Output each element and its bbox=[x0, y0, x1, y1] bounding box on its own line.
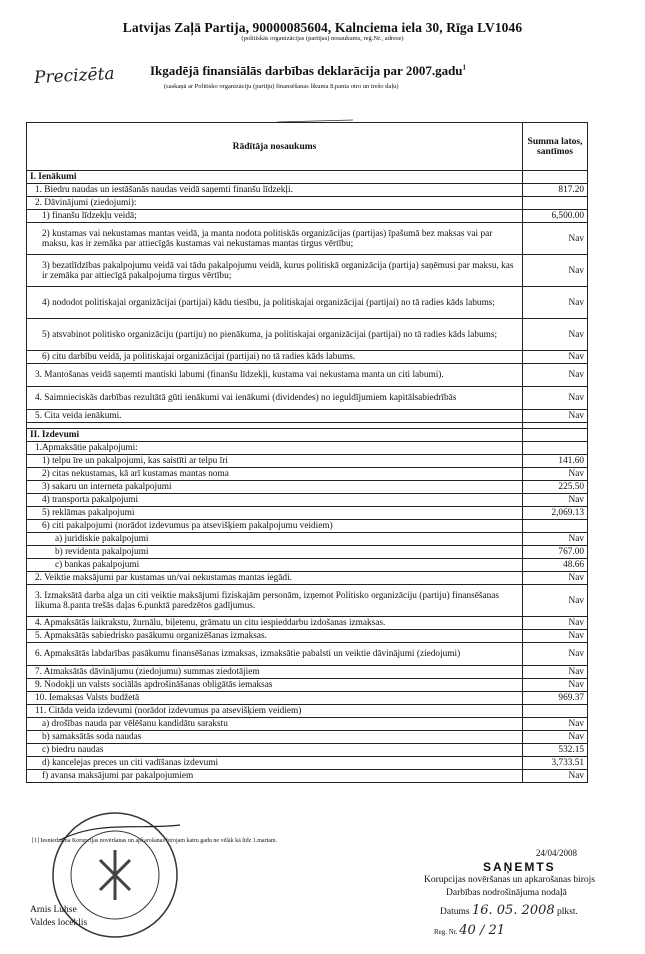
expense-item-amount bbox=[523, 520, 588, 533]
organization-line: Latvijas Zaļā Partija, 90000085604, Kalnciema iela 30, Rīga LV1046 bbox=[122, 20, 523, 35]
received-office: Korupcijas novēršanas un apkarošanas birojs bbox=[424, 875, 595, 885]
expense-item-amount: 225.50 bbox=[523, 481, 588, 494]
expense-item-amount bbox=[523, 442, 588, 455]
table-row bbox=[27, 757, 588, 770]
expense-item-label: 2) citas nekustamas, kā arī kustamas mantas noma bbox=[27, 468, 523, 481]
income-item-label: 5. Cita veida ienākumi. bbox=[27, 410, 523, 423]
table-row bbox=[27, 520, 588, 533]
declaration-subtitle: (saskaņā ar Politisko organizāciju (partiju) finansēšanas likuma 8.panta otro un trešo daļu) bbox=[164, 83, 399, 90]
income-item-amount: Nav bbox=[523, 364, 588, 387]
table-row bbox=[27, 255, 588, 287]
date-label: Datums bbox=[440, 907, 470, 917]
income-section-header-value bbox=[523, 171, 588, 184]
expense-item-amount: Nav bbox=[523, 666, 588, 679]
income-item-amount: Nav bbox=[523, 287, 588, 319]
income-item-label: 1) finanšu līdzekļu veidā; bbox=[27, 210, 523, 223]
document-header bbox=[0, 20, 645, 42]
expense-item-amount: 141.60 bbox=[523, 455, 588, 468]
handwritten-reg-number: 40 / 21 bbox=[459, 923, 506, 938]
table-row bbox=[27, 481, 588, 494]
handwritten-date: 16. 05. 2008 bbox=[471, 903, 555, 918]
expense-item-amount: Nav bbox=[523, 494, 588, 507]
expense-item-label: d) kancelejas preces un citi vadīšanas izdevumi bbox=[27, 757, 523, 770]
income-item-amount: Nav bbox=[523, 223, 588, 255]
expense-section-header-label: II. Izdevumi bbox=[27, 429, 523, 442]
table-row bbox=[27, 643, 588, 666]
income-item-label: 6) citu darbību veidā, ja politiskajai organizācijai (partijai) no tā radies kāds labums. bbox=[27, 351, 523, 364]
table-row bbox=[27, 351, 588, 364]
income-item-label: 2. Dāvinājumi (ziedojumi): bbox=[27, 197, 523, 210]
income-section-header-label: I. Ienākumi bbox=[27, 171, 523, 184]
column-header-name: Rādītāja nosaukums bbox=[27, 123, 523, 171]
expense-item-amount: 767.00 bbox=[523, 546, 588, 559]
table-row bbox=[27, 468, 588, 481]
expense-item-label: 3) sakaru un interneta pakalpojumi bbox=[27, 481, 523, 494]
expense-item-label: 6) citi pakalpojumi (norādot izdevumus pa atsevišķiem pakalpojumu veidiem) bbox=[27, 520, 523, 533]
expense-item-label: b) samaksātās soda naudas bbox=[27, 731, 523, 744]
expense-item-amount: Nav bbox=[523, 533, 588, 546]
income-section-header bbox=[27, 171, 588, 184]
table-row bbox=[27, 494, 588, 507]
received-dept: Darbības nodrošinājuma nodaļā bbox=[446, 888, 567, 898]
table-row bbox=[27, 364, 588, 387]
table-row bbox=[27, 666, 588, 679]
expense-section-header-value bbox=[523, 429, 588, 442]
expense-item-label: 10. Iemaksas Valsts budžetā bbox=[27, 692, 523, 705]
income-item-label: 2) kustamas vai nekustamas mantas veidā, ja manta nodota politiskās organizācijas (partijas) īpašumā bez maksas vai par maksu, kas ir zemāka par attiecīgās kustamas vai nekustamas mantas tirgus vērtību; bbox=[27, 223, 523, 255]
expense-item-label: 1) telpu īre un pakalpojumi, kas saistīti ar telpu īri bbox=[27, 455, 523, 468]
handwritten-note: Precizēta bbox=[33, 63, 116, 89]
table-row bbox=[27, 507, 588, 520]
income-item-amount: 817.20 bbox=[523, 184, 588, 197]
received-date: 24/04/2008 bbox=[536, 848, 578, 858]
table-row bbox=[27, 319, 588, 351]
expense-item-amount: Nav bbox=[523, 679, 588, 692]
received-date-line bbox=[440, 903, 578, 918]
expense-item-label: 9. Nodokļi un valsts sociālās apdrošināšanas obligātās iemaksas bbox=[27, 679, 523, 692]
expense-item-amount: Nav bbox=[523, 731, 588, 744]
expense-item-amount: 969.37 bbox=[523, 692, 588, 705]
table-row bbox=[27, 630, 588, 643]
title-footnote-mark: 1 bbox=[462, 63, 467, 72]
received-reg-line bbox=[434, 923, 505, 938]
declaration-title bbox=[150, 63, 466, 79]
table-row bbox=[27, 197, 588, 210]
declaration-title-text: Ikgadējā finansiālās darbības deklarācija par 2007.gadu bbox=[150, 63, 463, 78]
table-row bbox=[27, 770, 588, 783]
expense-item-label: 5) reklāmas pakalpojumi bbox=[27, 507, 523, 520]
expense-item-label: 5. Apmaksātās sabiedrisko pasākumu organizēšanas izmaksas. bbox=[27, 630, 523, 643]
expense-item-label: a) drošības nauda par vēlēšanu kandidātu sarakstu bbox=[27, 718, 523, 731]
table-row bbox=[27, 692, 588, 705]
expense-item-amount: Nav bbox=[523, 718, 588, 731]
income-item-amount: 6,500.00 bbox=[523, 210, 588, 223]
table-row bbox=[27, 410, 588, 423]
income-item-amount: Nav bbox=[523, 351, 588, 364]
expense-item-label: c) bankas pakalpojumi bbox=[27, 559, 523, 572]
expense-item-label: f) avansa maksājumi par pakalpojumiem bbox=[27, 770, 523, 783]
expense-item-amount: Nav bbox=[523, 770, 588, 783]
reg-label: Reg. Nr. bbox=[434, 928, 458, 936]
expense-item-label: a) juridiskie pakalpojumi bbox=[27, 533, 523, 546]
expense-item-label: 1.Apmaksātie pakalpojumi: bbox=[27, 442, 523, 455]
table-row bbox=[27, 679, 588, 692]
table-row bbox=[27, 572, 588, 585]
table-row bbox=[27, 585, 588, 617]
table-row bbox=[27, 287, 588, 319]
income-item-label: 1. Biedru naudas un iestāšanās naudas veidā saņemti finanšu līdzekļi. bbox=[27, 184, 523, 197]
expense-item-amount: Nav bbox=[523, 617, 588, 630]
table-row bbox=[27, 731, 588, 744]
expense-item-amount: 2,069.13 bbox=[523, 507, 588, 520]
column-header-sum: Summa latos, santīmos bbox=[523, 123, 588, 171]
table-row bbox=[27, 705, 588, 718]
income-item-label: 3) bezatlīdzības pakalpojumu veidā vai tādu pakalpojumu veidā, kurus politiskā organizācija (partija) saņēmusi par maksu, kas ir zemāka par attiecīgā pakalpojuma tirgus vērtību; bbox=[27, 255, 523, 287]
table-row bbox=[27, 546, 588, 559]
table-row bbox=[27, 223, 588, 255]
table-row bbox=[27, 210, 588, 223]
income-item-amount: Nav bbox=[523, 319, 588, 351]
income-item-label: 3. Mantošanas veidā saņemti mantiski labumi (finanšu līdzekļi, kustama vai nekustama manta un citi labumi). bbox=[27, 364, 523, 387]
income-item-label: 4. Saimnieciskās darbības rezultātā gūti ienākumi vai ienākumi (dividendes) no ieguldījumiem kapitālsabiedrībās bbox=[27, 387, 523, 410]
expense-item-amount: 3,733.51 bbox=[523, 757, 588, 770]
expense-item-label: 4. Apmaksātās laikrakstu, žurnālu, biļetenu, grāmatu un citu iespieddarbu izdošanas izmaksas. bbox=[27, 617, 523, 630]
table-row bbox=[27, 455, 588, 468]
income-item-amount: Nav bbox=[523, 255, 588, 287]
table-row bbox=[27, 559, 588, 572]
expense-item-amount bbox=[523, 705, 588, 718]
expense-item-amount: 48.66 bbox=[523, 559, 588, 572]
organization-caption: (politiskās organizācijas (partijas) nosaukums, reģ.Nr., adrese) bbox=[241, 35, 404, 42]
financial-declaration-table bbox=[26, 122, 588, 783]
time-label: plkst. bbox=[557, 907, 578, 917]
expense-item-label: 7. Atmaksātās dāvinājumu (ziedojumu) summas ziedotājiem bbox=[27, 666, 523, 679]
income-item-amount: Nav bbox=[523, 410, 588, 423]
expense-item-label: 6. Apmaksātās labdarības pasākumu finansēšanas izmaksas, izmaksātie pabalsti un veiktie dāvinājumi (ziedojumi) bbox=[27, 643, 523, 666]
received-stamp-title: SAŅEMTS bbox=[483, 860, 556, 874]
expense-item-amount: 532.15 bbox=[523, 744, 588, 757]
signer-name: Arnis Luhse bbox=[30, 905, 77, 915]
table-row bbox=[27, 387, 588, 410]
expense-item-label: 4) transporta pakalpojumi bbox=[27, 494, 523, 507]
expense-item-amount: Nav bbox=[523, 630, 588, 643]
expense-item-amount: Nav bbox=[523, 468, 588, 481]
footnote: [1] Iesniedzama Korupcijas novēršanas un apkarošanas birojam katru gadu ne vēlāk kā līdz 1.martam. bbox=[32, 838, 278, 844]
table-row bbox=[27, 744, 588, 757]
income-item-amount: Nav bbox=[523, 387, 588, 410]
expense-item-label: 11. Citāda veida izdevumi (norādot izdevumus pa atsevišķiem veidiem) bbox=[27, 705, 523, 718]
table-header-row bbox=[27, 123, 588, 171]
table-row bbox=[27, 442, 588, 455]
table-row bbox=[27, 184, 588, 197]
expense-item-label: 2. Veiktie maksājumi par kustamas un/vai nekustamas mantas iegādi. bbox=[27, 572, 523, 585]
expense-item-amount: Nav bbox=[523, 643, 588, 666]
expense-section-header bbox=[27, 429, 588, 442]
expense-item-amount: Nav bbox=[523, 585, 588, 617]
signer-role: Valdes loceklis bbox=[30, 918, 88, 928]
expense-item-label: 3. Izmaksātā darba alga un citi veiktie maksājumi fiziskajām personām, izņemot Politisko organizāciju (partiju) finansēšanas likuma 8.panta trešās daļas 6.punktā paredzētos gadījumus. bbox=[27, 585, 523, 617]
table-row bbox=[27, 617, 588, 630]
signer-block bbox=[30, 904, 87, 930]
income-item-label: 4) nododot politiskajai organizācijai (partijai) kādu tiesību, ja politiskajai organizācijai (partijai) no tā radies kāds labums; bbox=[27, 287, 523, 319]
expense-item-amount: Nav bbox=[523, 572, 588, 585]
income-item-label: 5) atsvabinot politisko organizāciju (partiju) no pienākuma, ja politiskajai organizācijai (partijai) no tā radies kāds labums; bbox=[27, 319, 523, 351]
expense-item-label: c) biedru naudas bbox=[27, 744, 523, 757]
income-item-amount bbox=[523, 197, 588, 210]
expense-item-label: b) revidenta pakalpojumi bbox=[27, 546, 523, 559]
table-row bbox=[27, 718, 588, 731]
table-row bbox=[27, 533, 588, 546]
